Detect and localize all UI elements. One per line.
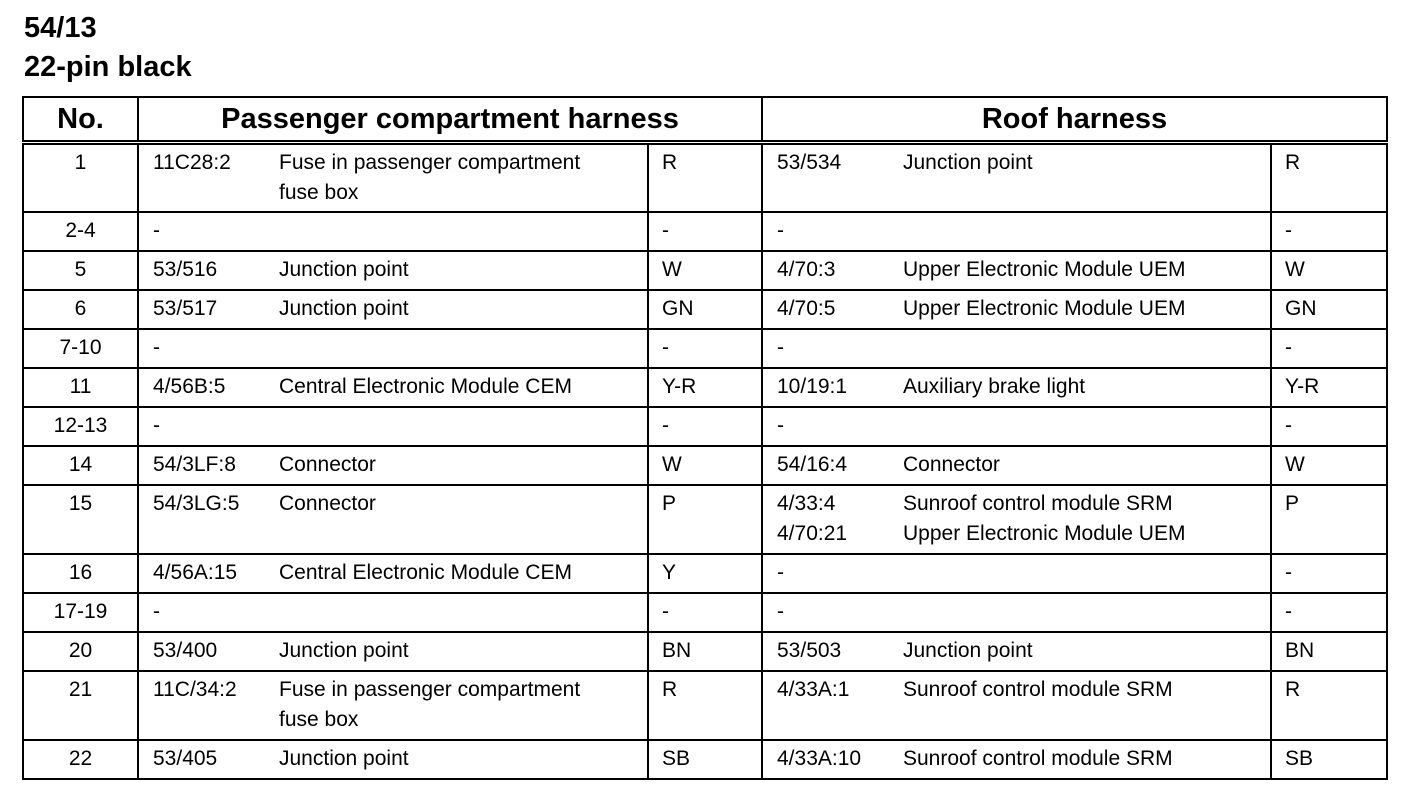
table-row	[23, 632, 1387, 671]
table-row	[23, 593, 1387, 632]
passenger-description	[279, 290, 648, 329]
passenger-code	[138, 290, 279, 329]
passenger-description	[279, 632, 648, 671]
roof-code-line: 10/19:1	[777, 375, 848, 398]
roof-code-line: -	[777, 219, 784, 242]
roof-description	[903, 329, 1271, 368]
roof-code-line: 53/534	[777, 151, 842, 174]
passenger-code-line: 4/56B:5	[153, 375, 226, 398]
passenger-description-line: Connector	[279, 453, 376, 476]
passenger-description	[279, 143, 648, 213]
passenger-code-line: -	[153, 414, 160, 437]
table-row	[23, 554, 1387, 593]
passenger-code	[138, 671, 279, 740]
table-row	[23, 368, 1387, 407]
roof-code	[762, 593, 903, 632]
passenger-description	[279, 368, 648, 407]
passenger-description	[279, 671, 648, 740]
passenger-description	[279, 485, 648, 554]
roof-code	[762, 671, 903, 740]
roof-description	[903, 485, 1271, 554]
roof-wire-color: SB	[1271, 740, 1387, 779]
roof-code-line: -	[777, 600, 784, 623]
roof-wire-color: GN	[1271, 290, 1387, 329]
passenger-wire-color: -	[648, 593, 762, 632]
roof-description	[903, 446, 1271, 485]
table-row	[23, 212, 1387, 251]
header-passenger-harness: Passenger compartment harness	[138, 97, 762, 143]
table-row	[23, 143, 1387, 213]
passenger-description	[279, 212, 648, 251]
roof-description	[903, 554, 1271, 593]
passenger-wire-color: Y-R	[648, 368, 762, 407]
roof-wire-color: W	[1271, 446, 1387, 485]
passenger-wire-color: -	[648, 329, 762, 368]
roof-code-line: -	[777, 414, 784, 437]
roof-code-line: 53/503	[777, 639, 842, 662]
passenger-code	[138, 329, 279, 368]
passenger-code-line: 4/56A:15	[153, 561, 238, 584]
roof-wire-color: P	[1271, 485, 1387, 554]
roof-code	[762, 446, 903, 485]
passenger-description-line: Fuse in passenger compartment	[279, 678, 581, 701]
pin-number: 16	[23, 554, 138, 593]
roof-wire-color: -	[1271, 407, 1387, 446]
passenger-code	[138, 632, 279, 671]
table-row	[23, 671, 1387, 740]
pin-number: 22	[23, 740, 138, 779]
roof-code	[762, 143, 903, 213]
roof-description	[903, 740, 1271, 779]
passenger-description-line: fuse box	[279, 708, 359, 731]
pin-number: 5	[23, 251, 138, 290]
passenger-description-line: Junction point	[279, 747, 409, 770]
passenger-description	[279, 593, 648, 632]
passenger-code	[138, 407, 279, 446]
passenger-code-line: 53/516	[153, 258, 218, 281]
pin-number: 14	[23, 446, 138, 485]
passenger-description-line: Junction point	[279, 639, 409, 662]
passenger-code	[138, 446, 279, 485]
pin-number: 15	[23, 485, 138, 554]
passenger-code	[138, 212, 279, 251]
passenger-wire-color: P	[648, 485, 762, 554]
roof-wire-color: R	[1271, 671, 1387, 740]
passenger-description-line: Central Electronic Module CEM	[279, 375, 572, 398]
passenger-description	[279, 446, 648, 485]
table-row	[23, 407, 1387, 446]
header-row	[23, 97, 1387, 143]
passenger-wire-color: W	[648, 251, 762, 290]
roof-description	[903, 143, 1271, 213]
passenger-code-line: -	[153, 600, 160, 623]
passenger-code-line: 53/405	[153, 747, 218, 770]
pin-number: 6	[23, 290, 138, 329]
table-row	[23, 329, 1387, 368]
roof-description	[903, 251, 1271, 290]
header-roof-harness: Roof harness	[762, 97, 1387, 143]
passenger-code-line: 11C/34:2	[153, 678, 237, 701]
roof-wire-color: Y-R	[1271, 368, 1387, 407]
roof-code	[762, 632, 903, 671]
passenger-code	[138, 251, 279, 290]
connector-id: 54/13	[24, 12, 97, 44]
pin-number: 21	[23, 671, 138, 740]
pin-table	[22, 96, 1388, 780]
header-no: No.	[23, 97, 138, 143]
roof-wire-color: -	[1271, 329, 1387, 368]
passenger-code-line: 54/3LG:5	[153, 492, 240, 515]
passenger-wire-color: GN	[648, 290, 762, 329]
passenger-code	[138, 143, 279, 213]
passenger-code	[138, 593, 279, 632]
pin-number: 2-4	[23, 212, 138, 251]
passenger-code	[138, 554, 279, 593]
roof-description-line: Auxiliary brake light	[903, 375, 1086, 398]
table-row	[23, 251, 1387, 290]
passenger-code	[138, 485, 279, 554]
passenger-code-line: 54/3LF:8	[153, 453, 236, 476]
roof-code-line: 4/33A:1	[777, 678, 850, 701]
roof-description-line: Upper Electronic Module UEM	[903, 258, 1186, 281]
roof-code-line: 4/33:4	[777, 492, 836, 515]
roof-description-line: Junction point	[903, 639, 1033, 662]
passenger-description-line: Connector	[279, 492, 376, 515]
passenger-description-line: fuse box	[279, 181, 359, 204]
passenger-description	[279, 554, 648, 593]
pin-number: 20	[23, 632, 138, 671]
passenger-wire-color: R	[648, 671, 762, 740]
pin-number: 11	[23, 368, 138, 407]
roof-code	[762, 251, 903, 290]
roof-description	[903, 290, 1271, 329]
roof-code	[762, 485, 903, 554]
connector-description: 22-pin black	[24, 51, 192, 83]
roof-description-line: Sunroof control module SRM	[903, 492, 1173, 515]
passenger-wire-color: Y	[648, 554, 762, 593]
roof-code	[762, 329, 903, 368]
passenger-code-line: 53/517	[153, 297, 218, 320]
passenger-description-line: Junction point	[279, 258, 409, 281]
roof-description-line: Sunroof control module SRM	[903, 747, 1173, 770]
passenger-description-line: Fuse in passenger compartment	[279, 151, 581, 174]
passenger-wire-color: R	[648, 143, 762, 213]
roof-code	[762, 290, 903, 329]
passenger-code-line: 53/400	[153, 639, 218, 662]
passenger-description	[279, 329, 648, 368]
roof-description-line: Connector	[903, 453, 1000, 476]
table-row	[23, 290, 1387, 329]
passenger-description	[279, 740, 648, 779]
roof-description-line: Upper Electronic Module UEM	[903, 297, 1186, 320]
table-row	[23, 485, 1387, 554]
roof-description	[903, 212, 1271, 251]
passenger-description	[279, 251, 648, 290]
roof-description-line: Upper Electronic Module UEM	[903, 522, 1186, 545]
roof-code-line: -	[777, 336, 784, 359]
roof-code	[762, 212, 903, 251]
roof-description	[903, 632, 1271, 671]
roof-code-line: 4/70:21	[777, 522, 848, 545]
roof-wire-color: R	[1271, 143, 1387, 213]
roof-wire-color: BN	[1271, 632, 1387, 671]
pin-number: 17-19	[23, 593, 138, 632]
roof-description-line: Sunroof control module SRM	[903, 678, 1173, 701]
passenger-wire-color: -	[648, 407, 762, 446]
roof-description	[903, 593, 1271, 632]
passenger-description-line: Junction point	[279, 297, 409, 320]
roof-description	[903, 671, 1271, 740]
passenger-description	[279, 407, 648, 446]
passenger-wire-color: W	[648, 446, 762, 485]
passenger-wire-color: SB	[648, 740, 762, 779]
roof-code-line: 4/70:3	[777, 258, 836, 281]
passenger-wire-color: BN	[648, 632, 762, 671]
roof-wire-color: -	[1271, 593, 1387, 632]
roof-code-line: -	[777, 561, 784, 584]
roof-wire-color: W	[1271, 251, 1387, 290]
roof-wire-color: -	[1271, 554, 1387, 593]
passenger-code-line: 11C28:2	[153, 151, 231, 174]
roof-code-line: 54/16:4	[777, 453, 848, 476]
passenger-code	[138, 740, 279, 779]
passenger-code-line: -	[153, 219, 160, 242]
roof-description	[903, 368, 1271, 407]
pin-number: 12-13	[23, 407, 138, 446]
roof-code	[762, 740, 903, 779]
roof-code	[762, 407, 903, 446]
pin-number: 1	[23, 143, 138, 213]
roof-code	[762, 368, 903, 407]
roof-code-line: 4/70:5	[777, 297, 836, 320]
passenger-code-line: -	[153, 336, 160, 359]
roof-code	[762, 554, 903, 593]
passenger-description-line: Central Electronic Module CEM	[279, 561, 572, 584]
roof-code-line: 4/33A:10	[777, 747, 862, 770]
roof-description-line: Junction point	[903, 151, 1033, 174]
table-row	[23, 446, 1387, 485]
pin-number: 7-10	[23, 329, 138, 368]
roof-description	[903, 407, 1271, 446]
passenger-wire-color: -	[648, 212, 762, 251]
passenger-code	[138, 368, 279, 407]
table-row	[23, 740, 1387, 779]
roof-wire-color: -	[1271, 212, 1387, 251]
